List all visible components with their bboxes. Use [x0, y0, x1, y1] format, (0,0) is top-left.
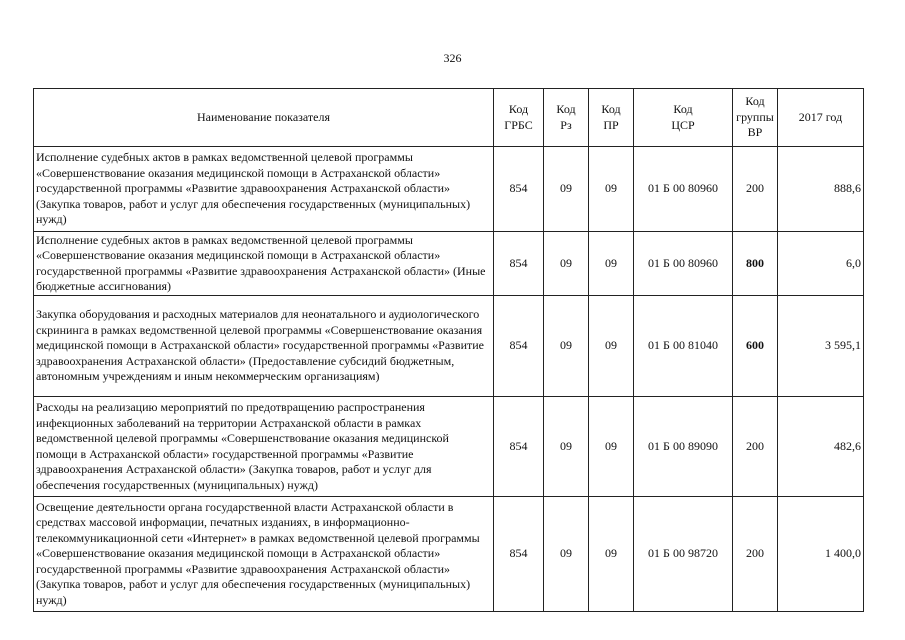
row-pr: 09 [589, 147, 634, 232]
header-year: 2017 год [778, 89, 864, 147]
row-rz: 09 [544, 497, 589, 612]
header-csr: Код ЦСР [634, 89, 733, 147]
row-pr: 09 [589, 296, 634, 397]
row-pr: 09 [589, 232, 634, 296]
row-grbs: 854 [494, 147, 544, 232]
row-vr: 600 [733, 296, 778, 397]
table-row [34, 147, 864, 232]
row-csr: 01 Б 00 80960 [634, 232, 733, 296]
row-rz: 09 [544, 397, 589, 497]
page-number: 326 [443, 51, 462, 65]
row-pr: 09 [589, 397, 634, 497]
row-name: Исполнение судебных актов в рамках ведомственной целевой программы «Совершенствование оказания медицинской помощи в Астраханской области» государственной программы «Развитие здравоохранения Астраханской области» (Закупка товаров, работ и услуг для обеспечения государственных (муниципальных) нужд) [34, 147, 494, 232]
row-name: Закупка оборудования и расходных материалов для неонатального и аудиологического скрининга в рамках ведомственной целевой программы «Совершенствование оказания медицинской помощи в Астраханской области» государственной программы «Развитие здравоохранения Астраханской области» (Предоставление субсидий бюджетным, автономным учреждениям и иным некоммерческим организациям) [34, 296, 494, 397]
row-rz: 09 [544, 296, 589, 397]
row-sum: 6,0 [778, 232, 864, 296]
row-name: Освещение деятельности органа государственной власти Астраханской области в средствах массовой информации, печатных изданиях, в информационно-телекоммуникационной сети «Интернет» в рамках ведомственной целевой программы «Совершенствование оказания медицинской помощи в Астраханской области» государственной программы «Развитие здравоохранения Астраханской области» (Закупка товаров, работ и услуг для обеспечения государственных (муниципальных) нужд) [34, 497, 494, 612]
table-header-row [34, 89, 864, 147]
row-grbs: 854 [494, 497, 544, 612]
table-row [34, 497, 864, 612]
row-vr: 800 [733, 232, 778, 296]
header-grbs: Код ГРБС [494, 89, 544, 147]
header-rz: Код Рз [544, 89, 589, 147]
row-vr: 200 [733, 147, 778, 232]
row-csr: 01 Б 00 80960 [634, 147, 733, 232]
row-sum: 3 595,1 [778, 296, 864, 397]
row-grbs: 854 [494, 296, 544, 397]
row-vr: 200 [733, 397, 778, 497]
row-name: Расходы на реализацию мероприятий по предотвращению распространения инфекционных заболеваний на территории Астраханской области в рамках ведомственной целевой программы «Совершенствование оказания медицинской помощи в Астраханской области» государственной программы «Развитие здравоохранения Астраханской области» (Закупка товаров, работ и услуг для обеспечения государственных (муниципальных) нужд) [34, 397, 494, 497]
table-row [34, 397, 864, 497]
row-sum: 482,6 [778, 397, 864, 497]
budget-table [33, 88, 864, 612]
row-pr: 09 [589, 497, 634, 612]
row-grbs: 854 [494, 397, 544, 497]
header-pr: Код ПР [589, 89, 634, 147]
row-rz: 09 [544, 147, 589, 232]
row-sum: 888,6 [778, 147, 864, 232]
row-rz: 09 [544, 232, 589, 296]
header-vr: Код группы ВР [733, 89, 778, 147]
row-grbs: 854 [494, 232, 544, 296]
table-row [34, 296, 864, 397]
row-csr: 01 Б 00 98720 [634, 497, 733, 612]
header-name: Наименование показателя [34, 89, 494, 147]
table-row [34, 232, 864, 296]
row-sum: 1 400,0 [778, 497, 864, 612]
row-name: Исполнение судебных актов в рамках ведомственной целевой программы «Совершенствование оказания медицинской помощи в Астраханской области» государственной программы «Развитие здравоохранения Астраханской области» (Иные бюджетные ассигнования) [34, 232, 494, 296]
row-csr: 01 Б 00 81040 [634, 296, 733, 397]
row-csr: 01 Б 00 89090 [634, 397, 733, 497]
row-vr: 200 [733, 497, 778, 612]
